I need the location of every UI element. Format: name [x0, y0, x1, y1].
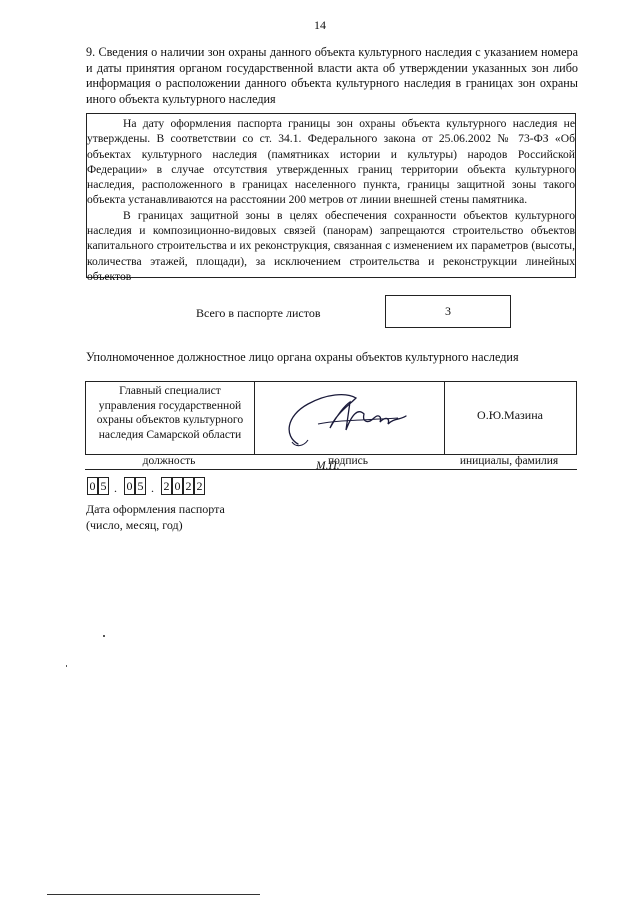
footnote-rule	[47, 894, 260, 895]
caption-position: должность	[142, 455, 196, 467]
date-label-line-2: (число, месяц, год)	[86, 517, 183, 532]
date-separator: .	[151, 481, 154, 495]
date-digit-month-1: 0	[124, 477, 135, 495]
section-9-heading: 9. Сведения о наличии зон охраны данного объекта культурного наследия с указанием номера и даты принятия органом государственной власти акта об утверждении указанных зон либо информация о расположении данного объекта культурного наследия в границах зон охраны иного объекта культурного наследия	[86, 45, 578, 106]
signature-table	[85, 381, 577, 455]
date-digit-day-1: 0	[87, 477, 98, 495]
page-number: 14	[314, 18, 326, 32]
official-name: О.Ю.Мазина	[477, 408, 543, 422]
scan-speck	[103, 635, 105, 637]
name-cell	[444, 382, 576, 454]
official-heading: Уполномоченное должностное лицо органа охраны объектов культурного наследия	[86, 350, 519, 364]
sheets-count-box	[385, 295, 511, 328]
date-digit-day-2: 5	[98, 477, 109, 495]
official-position: Главный специалист управления государственной охраны объектов культурного наследия Самарской области	[96, 384, 244, 441]
date-digit-year-4: 2	[194, 477, 205, 495]
protection-zone-paragraph-2: В границах защитной зоны в целях обеспечения сохранности объектов культурного наследия и композиционно-видовых связей (панорам) запрещаются строительство объектов капитального строительства и их реконструкция, связанная с изменением их параметров (высоты, количества этажей, площади), за исключением строительства и реконструкции линейных объектов	[87, 208, 575, 283]
date-digit-month-2: 5	[135, 477, 146, 495]
scan-speck	[66, 665, 67, 667]
signature-cell	[254, 382, 445, 454]
sheets-count-value: 3	[445, 304, 451, 318]
caption-name: инициалы, фамилия	[459, 455, 559, 467]
protection-zone-info-box	[86, 113, 576, 283]
sheets-count-label: Всего в паспорте листов	[196, 306, 321, 320]
date-digit-year-1: 2	[161, 477, 172, 495]
caption-signature: подпись	[327, 455, 369, 467]
date-label-line-1: Дата оформления паспорта	[86, 502, 225, 516]
position-cell	[86, 382, 255, 454]
date-digit-year-2: 0	[172, 477, 183, 495]
stamp-place-label: М.П.	[316, 460, 340, 472]
handwritten-signature	[278, 384, 418, 452]
date-digit-year-3: 2	[183, 477, 194, 495]
protection-zone-paragraph-1: На дату оформления паспорта границы зон охраны объекта культурного наследия не утверждены. В соответствии со ст. 34.1. Федерального закона от 25.06.2002 № 73-ФЗ «Об объектах культурного наследия (памятниках истории и культуры) народов Российской Федерации» в случае отсутствия утвержденных границ территории объекта культурного наследия, расположенного в границах населенного пункта, границы защитной зоны такого объекта устанавливаются на расстоянии 200 метров от линии внешней стены памятника.	[87, 117, 575, 207]
date-label	[86, 502, 225, 533]
date-separator: .	[114, 481, 117, 495]
